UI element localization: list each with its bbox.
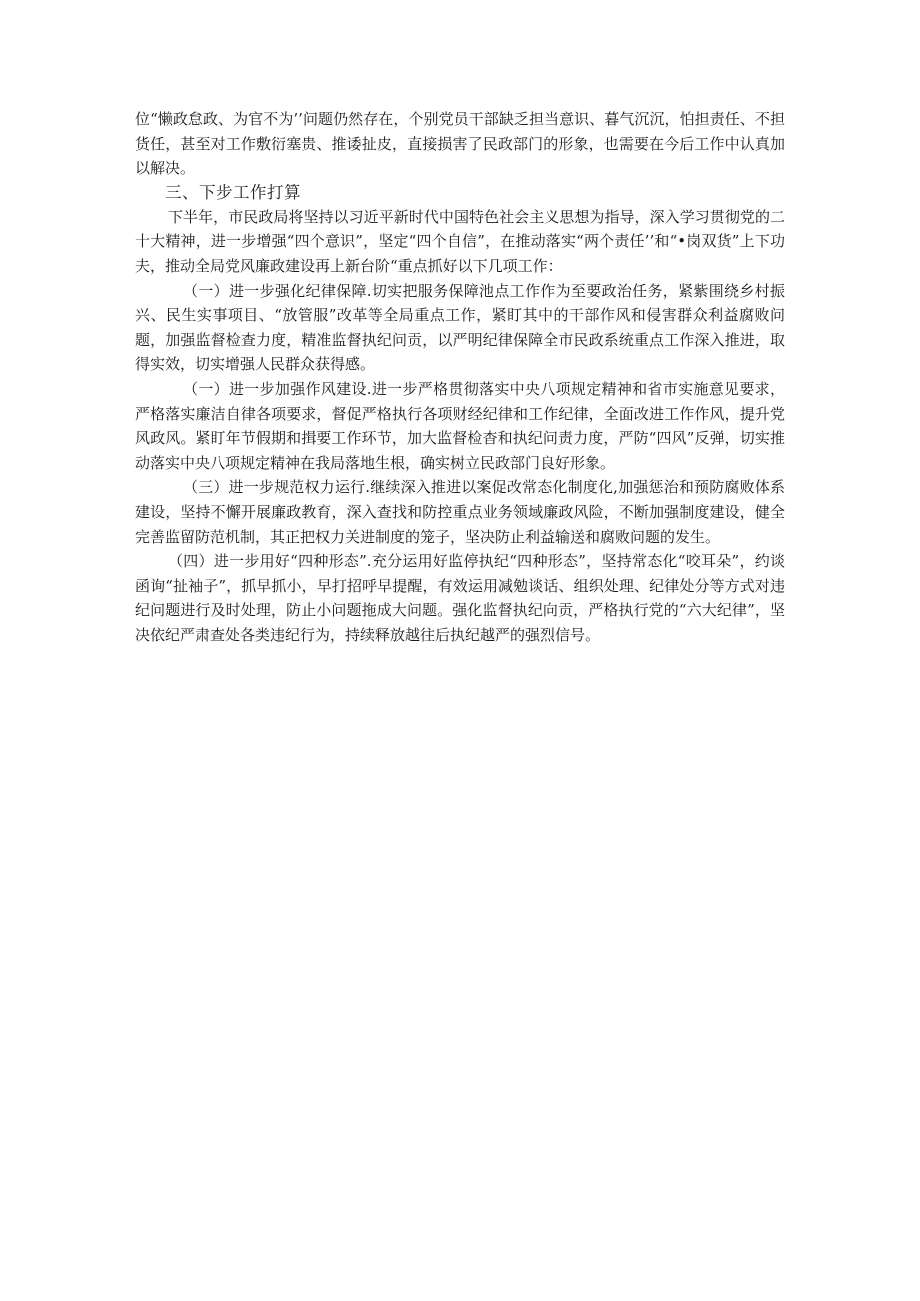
plan-paragraph: 下半年，市民政局将坚持以习近平新时代中国特色社会主义思想为指导，深入学习贯彻党的二十大精神，进一步增强“四个意识”，坚定“四个自信”，在推动落实“两个责任’’和“•岗双货”上下功夫，推动全局党风廉政建设再上新台阶“重点抓好以下几项工作： bbox=[135, 207, 785, 275]
item-four-forms-paragraph: （四）进一步用好“四种形态”.充分运用好监停执纪“四种形态”，坚持常态化“咬耳朵”，约谈函询“扯袖子”，抓早抓小，早打招呼早提醒，有效运用减勉谈话、组织处理、纪律处分等方式对违纪问题进行及时处理，防止小问题拖成大问题。强化监督执纪向贡，严格执行党的“六大纪律”，坚决依纪严肃查处各类违纪行为，持续释放越往后执纪越严的强烈信号。 bbox=[135, 552, 785, 644]
section-heading: 三、下步工作打算 bbox=[165, 182, 301, 202]
intro-paragraph: 位“懒政怠政、为官不为’’问题仍然存在，个别党员干部缺乏担当意识、暮气沉沉，怕担责任、不担货任，甚至对工作敷衍塞贵、推诿扯皮，直接损害了民政部门的形象，也需要在今后工作中认真加以解决。 bbox=[135, 110, 785, 178]
item-discipline-paragraph: （一）进一步强化纪律保障.切实把服务保障池点工作作为至要政治任务，紧紫围绕乡村振兴、民生实事项目、“放管服”改革等全局重点工作，紧盯其中的干部作风和侵害群众利益腐败问题，加强监督检查力度，精准监督执纪问贡，以严明纪律保障全市民政系统重点工作深入推进，取得实效，切实增强人民群众获得感。 bbox=[135, 281, 785, 374]
item-work-style-paragraph: （一）进一步加强作风建设.进一步严格贯彻落实中央八项规定精神和省市实施意见要求，严格落实廉洁自律各项要求，督促严格执行各项财经纪律和工作纪律，全面改进工作作风，提升党风政风。紧盯年节假期和揖要工作环节，加大监督检杳和执纪问责力度，严防“四风”反弹，切实推动落实中央八项规定精神在我局落地生根，确实树立民政部门良好形象。 bbox=[135, 379, 785, 472]
document-body bbox=[135, 107, 785, 647]
item-power-operation-paragraph: （三）进一步规范权力运行.继续深入推进以案促改常态化制度化,加强惩治和预防腐败体系建设，坚持不懈开展廉政教育，深入查找和防控重点业务领域廉政风险，不断加强制度建设，健全完善监留防范机制，其正把权力关进制度的笼子，坚决防止利益输送和腐败问题的发生。 bbox=[135, 478, 785, 546]
